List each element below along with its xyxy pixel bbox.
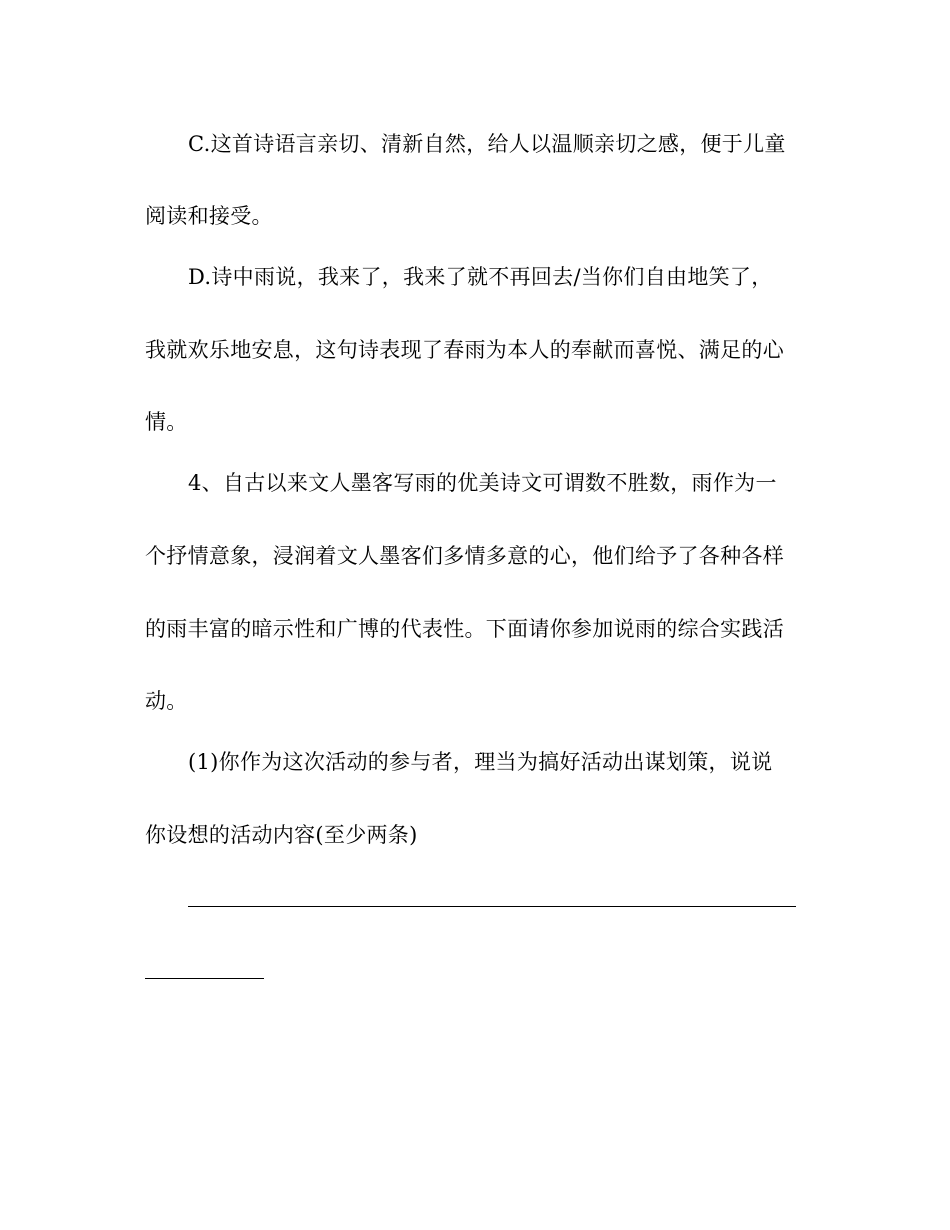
subquestion-1-line-1: (1)你作为这次活动的参与者，理当为搞好活动出谋划策，说说 <box>188 750 773 774</box>
option-d-line-2: 我就欢乐地安息，这句诗表现了春雨为本人的奉献而喜悦、满足的心 <box>145 338 784 362</box>
option-c-line-2: 阅读和接受。 <box>145 204 273 228</box>
option-d-line-3: 情。 <box>145 410 188 434</box>
answer-blank-line-1 <box>188 906 796 907</box>
subquestion-1-line-2: 你设想的活动内容(至少两条) <box>145 823 418 847</box>
option-d-line-1: D.诗中雨说，我来了，我来了就不再回去/当你们自由地笑了， <box>188 265 773 289</box>
question-4-line-4: 动。 <box>145 689 188 713</box>
answer-blank-line-2 <box>145 978 264 979</box>
option-c-line-1: C.这首诗语言亲切、清新自然，给人以温顺亲切之感，便于儿童 <box>188 132 786 156</box>
question-4-line-2: 个抒情意象，浸润着文人墨客们多情多意的心，他们给予了各种各样 <box>145 544 784 568</box>
question-4-line-3: 的雨丰富的暗示性和广博的代表性。下面请你参加说雨的综合实践活 <box>145 617 784 641</box>
question-4-line-1: 4、自古以来文人墨客写雨的优美诗文可谓数不胜数，雨作为一 <box>188 471 777 495</box>
